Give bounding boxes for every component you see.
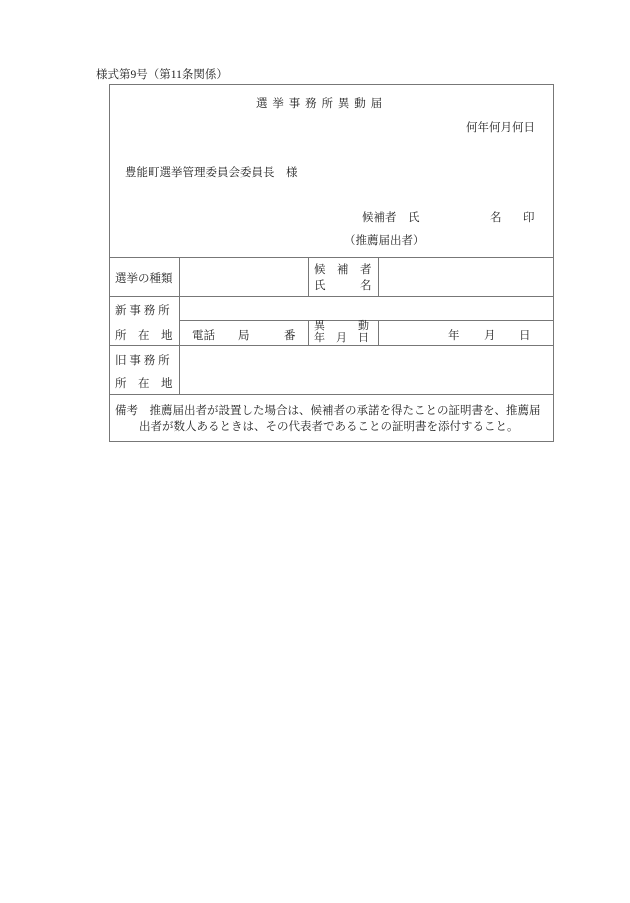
- divider: [378, 257, 379, 296]
- date-field: 何年何月何日: [466, 122, 535, 134]
- change-date-label-2: 年 月 日: [314, 332, 369, 344]
- election-type-field[interactable]: [176, 258, 307, 295]
- form-number: 様式第9号（第11条関係）: [96, 69, 228, 81]
- new-office-label: 新 事 務 所: [115, 305, 170, 317]
- day-label: 日: [519, 330, 531, 342]
- year-label: 年: [448, 330, 460, 342]
- divider: [308, 257, 309, 296]
- old-office-address-field[interactable]: [181, 347, 552, 393]
- month-label: 月: [484, 330, 496, 342]
- candidate-name-label-2: 氏 名: [314, 280, 372, 292]
- number-label: 番: [284, 330, 296, 342]
- candidate-name-label-1: 候 補 者: [314, 264, 372, 276]
- new-office-location-label: 所 在 地: [115, 330, 173, 342]
- exchange-label: 局: [238, 330, 250, 342]
- seal-label: 印: [523, 212, 535, 224]
- candidate-label: 候補者 氏: [362, 212, 420, 224]
- change-date-label-1: 異 動: [314, 320, 369, 332]
- old-office-label: 旧 事 務 所: [115, 355, 170, 367]
- remarks-line-2: 出者が数人あるときは、その代表者であることの証明書を添付すること。: [139, 421, 519, 433]
- old-office-location-label: 所 在 地: [115, 378, 173, 390]
- addressee: 豊能町選挙管理委員会委員長 様: [125, 167, 298, 179]
- divider: [109, 345, 553, 346]
- phone-label: 電話: [192, 330, 215, 342]
- recommender-label: （推薦届出者）: [344, 235, 425, 247]
- divider: [109, 394, 553, 395]
- new-office-address-field[interactable]: [181, 297, 552, 319]
- candidate-name-field[interactable]: [380, 258, 552, 295]
- election-type-label: 選挙の種類: [115, 273, 173, 285]
- name-label: 名: [490, 212, 502, 224]
- remarks-line-1: 備考 推薦届出者が設置した場合は、候補者の承諾を得たことの証明書を、推薦届: [115, 405, 541, 417]
- divider: [308, 320, 309, 345]
- divider: [378, 320, 379, 345]
- form-title: 選 挙 事 務 所 異 動 届: [256, 98, 384, 110]
